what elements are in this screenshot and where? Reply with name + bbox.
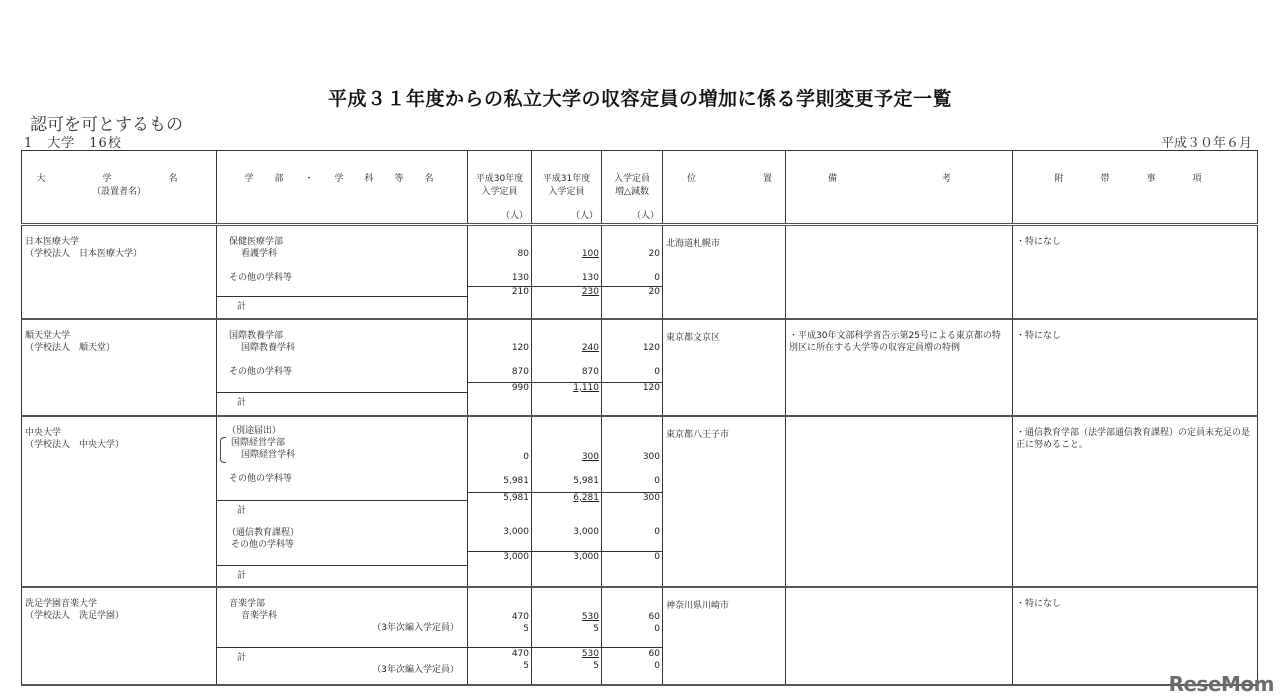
capacity-h30-cell: 80 130 210 xyxy=(468,225,532,319)
header-location: 位 置 xyxy=(663,151,786,225)
department-cell: 保健医療学部 看護学科 その他の学科等 計 xyxy=(217,225,468,319)
table-row xyxy=(22,416,1258,587)
university-cell: 中央大学 （学校法人 中央大学） xyxy=(22,416,217,587)
capacity-change-cell: 60 0 60 0 xyxy=(602,587,663,685)
conditions-cell: ・通信教育学部（法学部通信教育課程）の定員未充足の是正に努めること。 xyxy=(1013,416,1258,587)
capacity-h31-cell: 530 5 530 5 xyxy=(532,587,602,685)
remarks-cell xyxy=(786,225,1013,319)
document-date: 平成３０年６月 xyxy=(1160,136,1252,151)
table-row xyxy=(22,225,1258,319)
capacity-h31-cell: 240 870 1,110 xyxy=(532,319,602,416)
location-cell: 北海道札幌市 xyxy=(663,225,786,319)
remarks-cell xyxy=(786,416,1013,587)
header-row xyxy=(22,151,1258,225)
table-row xyxy=(22,319,1258,416)
university-cell: 順天堂大学 （学校法人 順天堂） xyxy=(22,319,217,416)
header-remarks: 備 考 xyxy=(786,151,1013,225)
capacity-change-cell: 20 0 20 xyxy=(602,225,663,319)
capacity-h30-cell: 0 5,981 5,981 3,000 3,000 xyxy=(468,416,532,587)
capacity-change-cell: 120 0 120 xyxy=(602,319,663,416)
header-conditions: 附 帯 事 項 xyxy=(1013,151,1258,225)
department-cell: （別途届出） 国際経営学部 国際経営学科 その他の学科等 計 （通信教育課程） その他の学科等 計 xyxy=(217,416,468,587)
header-capacity-h31: 平成31年度 入学定員 （人） xyxy=(532,151,602,225)
capacity-h31-cell: 100 130 230 xyxy=(532,225,602,319)
document-subtitle: 認可を可とするもの xyxy=(30,115,183,135)
header-capacity-change: 入学定員 増△減数 （人） xyxy=(602,151,663,225)
location-cell: 東京都八王子市 xyxy=(663,416,786,587)
capacity-h31-cell: 300 5,981 6,281 3,000 3,000 xyxy=(532,416,602,587)
capacity-h30-cell: 470 5 470 5 xyxy=(468,587,532,685)
capacity-table xyxy=(21,150,1258,686)
resemom-logo: ReseMom xyxy=(1168,672,1274,696)
university-cell: 洗足学園音楽大学 （学校法人 洗足学園） xyxy=(22,587,217,685)
conditions-cell: ・特になし xyxy=(1013,225,1258,319)
university-cell: 日本医療大学 （学校法人 日本医療大学） xyxy=(22,225,217,319)
document-title: 平成３１年度からの私立大学の収容定員の増加に係る学則変更予定一覧 xyxy=(327,88,952,110)
header-university: 大 学 名 （設置者名） xyxy=(22,151,217,225)
header-capacity-h30: 平成30年度 入学定員 （人） xyxy=(468,151,532,225)
location-cell: 神奈川県川崎市 xyxy=(663,587,786,685)
conditions-cell: ・特になし xyxy=(1013,587,1258,685)
department-cell: 国際教養学部 国際教養学科 その他の学科等 計 xyxy=(217,319,468,416)
bracket-icon xyxy=(220,437,226,463)
table-row xyxy=(22,587,1258,685)
location-cell: 東京都文京区 xyxy=(663,319,786,416)
remarks-cell xyxy=(786,587,1013,685)
remarks-cell: ・平成30年文部科学省告示第25号による東京都の特別区に所在する大学等の収容定員増の特例 xyxy=(786,319,1013,416)
capacity-change-cell: 300 0 300 0 0 xyxy=(602,416,663,587)
capacity-h30-cell: 120 870 990 xyxy=(468,319,532,416)
section-label: 1 大学 16校 xyxy=(24,136,122,151)
header-department: 学 部 ・ 学 科 等 名 xyxy=(217,151,468,225)
conditions-cell: ・特になし xyxy=(1013,319,1258,416)
department-cell: 音楽学部 音楽学科 （3年次編入学定員） 計 （3年次編入学定員） xyxy=(217,587,468,685)
